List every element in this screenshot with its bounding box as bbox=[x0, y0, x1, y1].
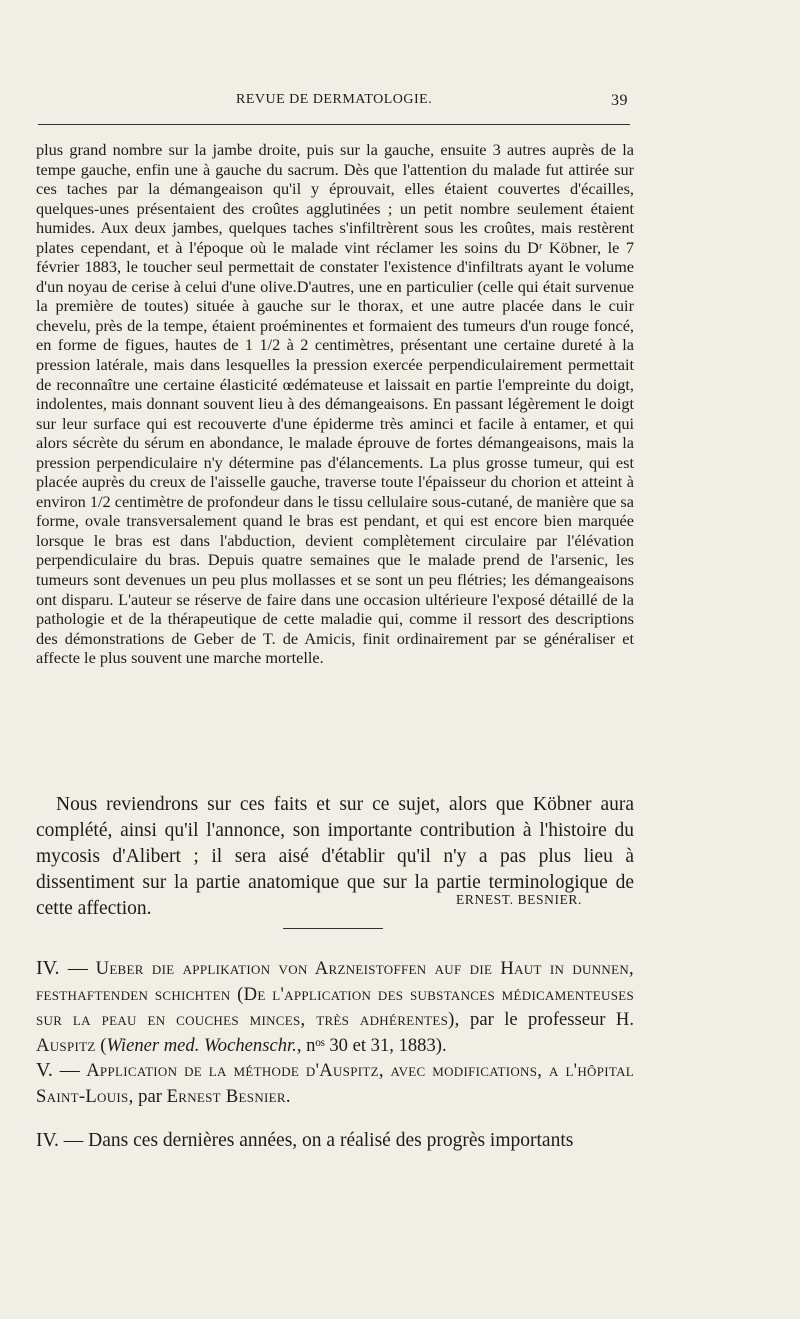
article-body-small bbox=[36, 140, 634, 668]
paragraph-large: Nous reviendrons sur ces faits et sur ce sujet, alors que Köbner aura complété, ainsi qu'il l'annonce, son importante contribution à l'histoire du mycosis d'Alibert ; il sera aisé d'établir qu'il n'y a pas plus lieu à dissentiment sur la partie anatomique que sur la partie terminologique de cette affection. bbox=[36, 794, 634, 919]
header-rule bbox=[38, 124, 630, 125]
running-title: REVUE DE DERMATOLOGIE. bbox=[236, 92, 433, 107]
section-iv-journal: Wiener med. Wochenschr. bbox=[106, 1034, 297, 1056]
author-signature: ERNEST. BESNIER. bbox=[456, 892, 582, 907]
section-separator bbox=[283, 928, 383, 929]
paragraph-small: plus grand nombre sur la jambe droite, puis sur la gauche, ensuite 3 autres auprès de la tempe gauche, enfin une à gauche du sacrum. Dès que l'attention du malade fut attirée sur ces taches par la démangeaison qu'il y éprouvait, elles étaient couvertes d'écailles, quelques-unes présentaient des croûtes agglutinées ; un petit nombre seulement étaient humides. Aux deux jambes, quelques taches s'infiltrèrent sous les croûtes, mais restèrent plates cependant, et à l'époque où le malade vint réclamer les soins du Dʳ Köbner, le 7 février 1883, le toucher seul permettait de constater l'existence d'infiltrats ayant le volume d'un noyau de cerise à celui d'une olive.D'autres, une en particulier (celle qui était survenue la première de toutes) située à gauche sur le thorax, et une autre placée dans le cuir chevelu, près de la tempe, étaient proéminentes et formaient des tumeurs d'un rouge foncé, en forme de figues, hautes de 1 1/2 à 2 centimètres, présentant une certaine dureté à la pression latérale, mais dans lesquelles la pression exercée perpendiculairement permettait de reconnaître une certaine élasticité œdémateuse et laissait en partie l'empreinte du doigt, indolentes, mais donnant souvent lieu à des démangeaisons. En passant légèrement le doigt sur leur surface qui est recouverte d'une épiderme très aminci et facile à entamer, et qui alors sécrète du sérum en abondance, le malade éprouve de fortes démangeaisons, mais la pression perpendiculaire n'y détermine pas d'élancements. La plus grosse tumeur, qui est placée auprès du creux de l'aisselle gauche, traverse toute l'épaisseur du chorion et atteint à environ 1/2 centimètre de profondeur dans le tissu cellulaire sous-cutané, de manière que sa forme, ovale transversalement quand le bras est pendant, et qui est encore bien marquée lorsque le bras est dans l'abduction, devient complètement circulaire par l'élévation perpendiculaire du bras. Depuis quatre semaines que le malade prend de l'arsenic, les tumeurs sont devenues un peu plus mollasses et se sont un peu flétries; les démangeaisons ont disparu. L'auteur se réserve de faire dans une occasion ultérieure l'exposé détaillé de la pathologie et de la thérapeutique de cette maladie qui, comme il ressort des descriptions des démonstrations de Geber de T. de Amicis, finit ordinairement par se généraliser et affecte le plus souvent une marche mortelle. bbox=[36, 140, 634, 668]
section-iv-heading bbox=[36, 956, 634, 1058]
section-iv-by: par le professeur H. bbox=[459, 1009, 634, 1030]
section-iv-author: Auspitz bbox=[36, 1034, 96, 1056]
section-iv-body bbox=[36, 1128, 634, 1154]
section-v-by: par bbox=[133, 1085, 167, 1107]
section-v-author: Ernest Besnier. bbox=[166, 1085, 291, 1107]
section-iv-numeral: IV. — bbox=[36, 957, 88, 979]
section-v-title: Application de la méthode d'Auspitz, avec modifications, a l'hôpital Saint-Louis, bbox=[36, 1060, 634, 1107]
running-head bbox=[36, 92, 634, 112]
section-v-numeral: V. — bbox=[36, 1059, 80, 1081]
section-iv-open: ( bbox=[95, 1034, 107, 1056]
section-iv-citation: , nᵒˢ 30 et 31, 1883). bbox=[296, 1034, 447, 1056]
section-iv-body-text: IV. — Dans ces dernières années, on a réalisé des progrès importants bbox=[36, 1130, 574, 1151]
page-number: 39 bbox=[611, 92, 628, 109]
section-iv-title: Ueber die applikation von Arzneistoffen auf die Haut in dunnen, festhaftenden schichten (De l'application des substances médicamenteuses sur la peau en couches minces, très adhérentes), bbox=[36, 958, 634, 1030]
section-v-heading bbox=[36, 1058, 634, 1109]
